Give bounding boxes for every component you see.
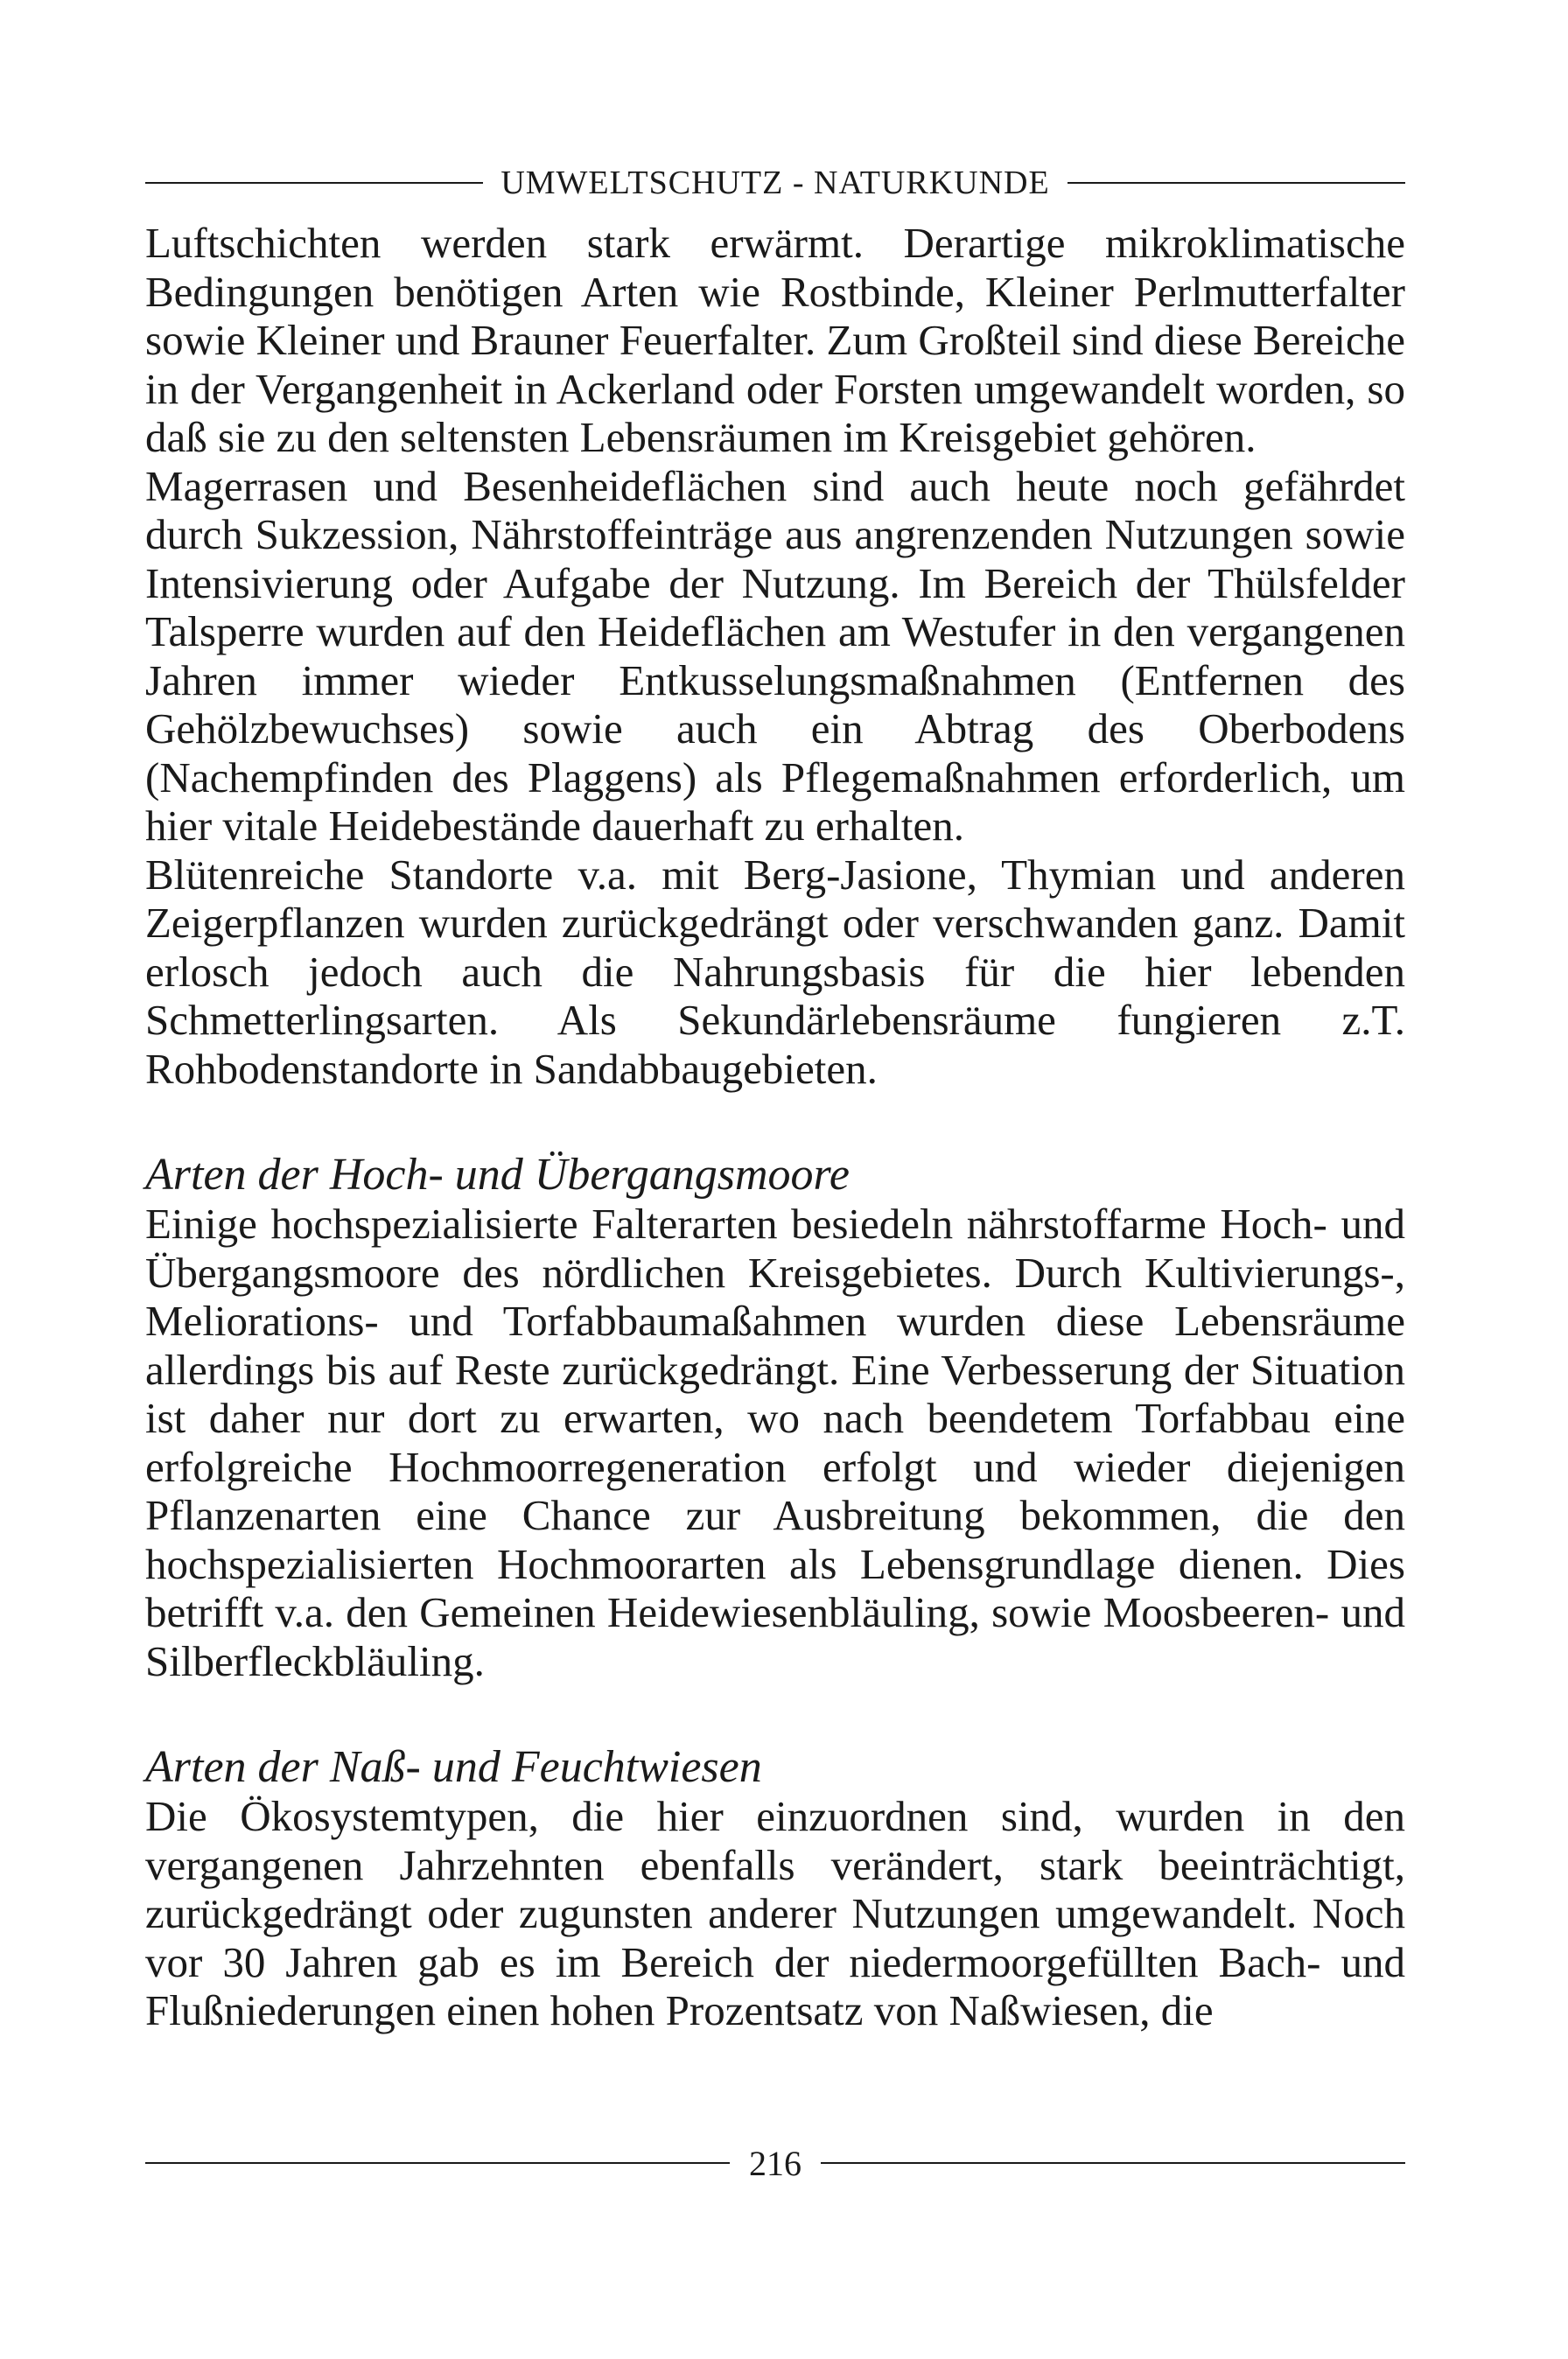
paragraph-magerrasen: Magerrasen und Besenheideflächen sind auch heute noch gefährdet durch Sukzession, Nährstoffeinträge aus angrenzenden Nutzungen sowie Intensivierung oder Aufgabe der Nutzung. Im Bereich der Thülsfelder Talsperre wurden auf den Heideflächen am Westufer in den vergangenen Jahren immer wieder Entkusselungsmaßnahmen (Entfernen des Gehölzbewuchses) sowie auch ein Abtrag des Oberbodens (Nachempfinden des Plaggens) als Pflegemaßnahmen erforderlich, um hier vitale Heidebestände dauerhaft zu erhalten. bbox=[145, 461, 1405, 850]
section-heading-moore: Arten der Hoch- und Übergangsmoore bbox=[145, 1150, 850, 1200]
section-heading-wiesen: Arten der Naß- und Feuchtwiesen bbox=[145, 1742, 762, 1792]
header-rule-left bbox=[145, 182, 483, 184]
paragraph-moore: Einige hochspezialisierte Falterarten besiedeln nährstoffarme Hoch- und Übergangsmoore des nördlichen Kreisgebietes. Durch Kultivierungs-, Meliorations- und Torfabbaumaßahmen wurden diese Lebensräume allerdings bis auf Reste zurückgedrängt. Eine Verbesserung der Situation ist daher nur dort zu erwarten, wo nach beendetem Torfabbau eine erfolgreiche Hochmoorregeneration erfolgt und wieder diejenigen Pflanzenarten eine Chance zur Ausbreitung bekommen, die den hochspezialisierten Hochmoorarten als Lebensgrundlage dienen. Dies betrifft v.a. den Gemeinen Heidewiesenbläuling, sowie Moosbeeren- und Silberfleckbläuling. bbox=[145, 1200, 1405, 1685]
header-rule-right bbox=[1068, 182, 1405, 184]
footer-rule-right bbox=[821, 2162, 1405, 2164]
page-footer bbox=[145, 2141, 1405, 2185]
paragraph-bluetenreiche: Blütenreiche Standorte v.a. mit Berg-Jasione, Thymian und anderen Zeigerpflanzen wurden zurückgedrängt oder verschwanden ganz. Damit erlosch jedoch auch die Nahrungsbasis für die hier lebenden Schmetterlingsarten. Als Sekundärlebensräume fungieren z.T. Rohbodenstandorte in Sandabbaugebieten. bbox=[145, 850, 1405, 1093]
paragraph-luftschichten: Luftschichten werden stark erwärmt. Derartige mikroklimatische Bedingungen benötigen Arten wie Rostbinde, Kleiner Perlmutterfalter sowie Kleiner und Brauner Feuerfalter. Zum Großteil sind diese Bereiche in der Vergangenheit in Ackerland oder Forsten umgewandelt worden, so daß sie zu den seltensten Lebensräumen im Kreisgebiet gehören. bbox=[145, 219, 1405, 461]
running-header bbox=[145, 161, 1405, 205]
paragraph-wiesen: Die Ökosystemtypen, die hier einzuordnen sind, wurden in den vergangenen Jahrzehnten ebenfalls verändert, stark beeinträchtigt, zurückgedrängt oder zugunsten anderer Nutzungen umgewandelt. Noch vor 30 Jahren gab es im Bereich der niedermoorgefüllten Bach- und Flußniederungen einen hohen Prozentsatz von Naßwiesen, die bbox=[145, 1792, 1405, 2034]
footer-rule-left bbox=[145, 2162, 730, 2164]
page-body bbox=[145, 219, 1405, 2035]
page-number: 216 bbox=[749, 2143, 802, 2183]
running-title: UMWELTSCHUTZ - NATURKUNDE bbox=[500, 164, 1050, 201]
